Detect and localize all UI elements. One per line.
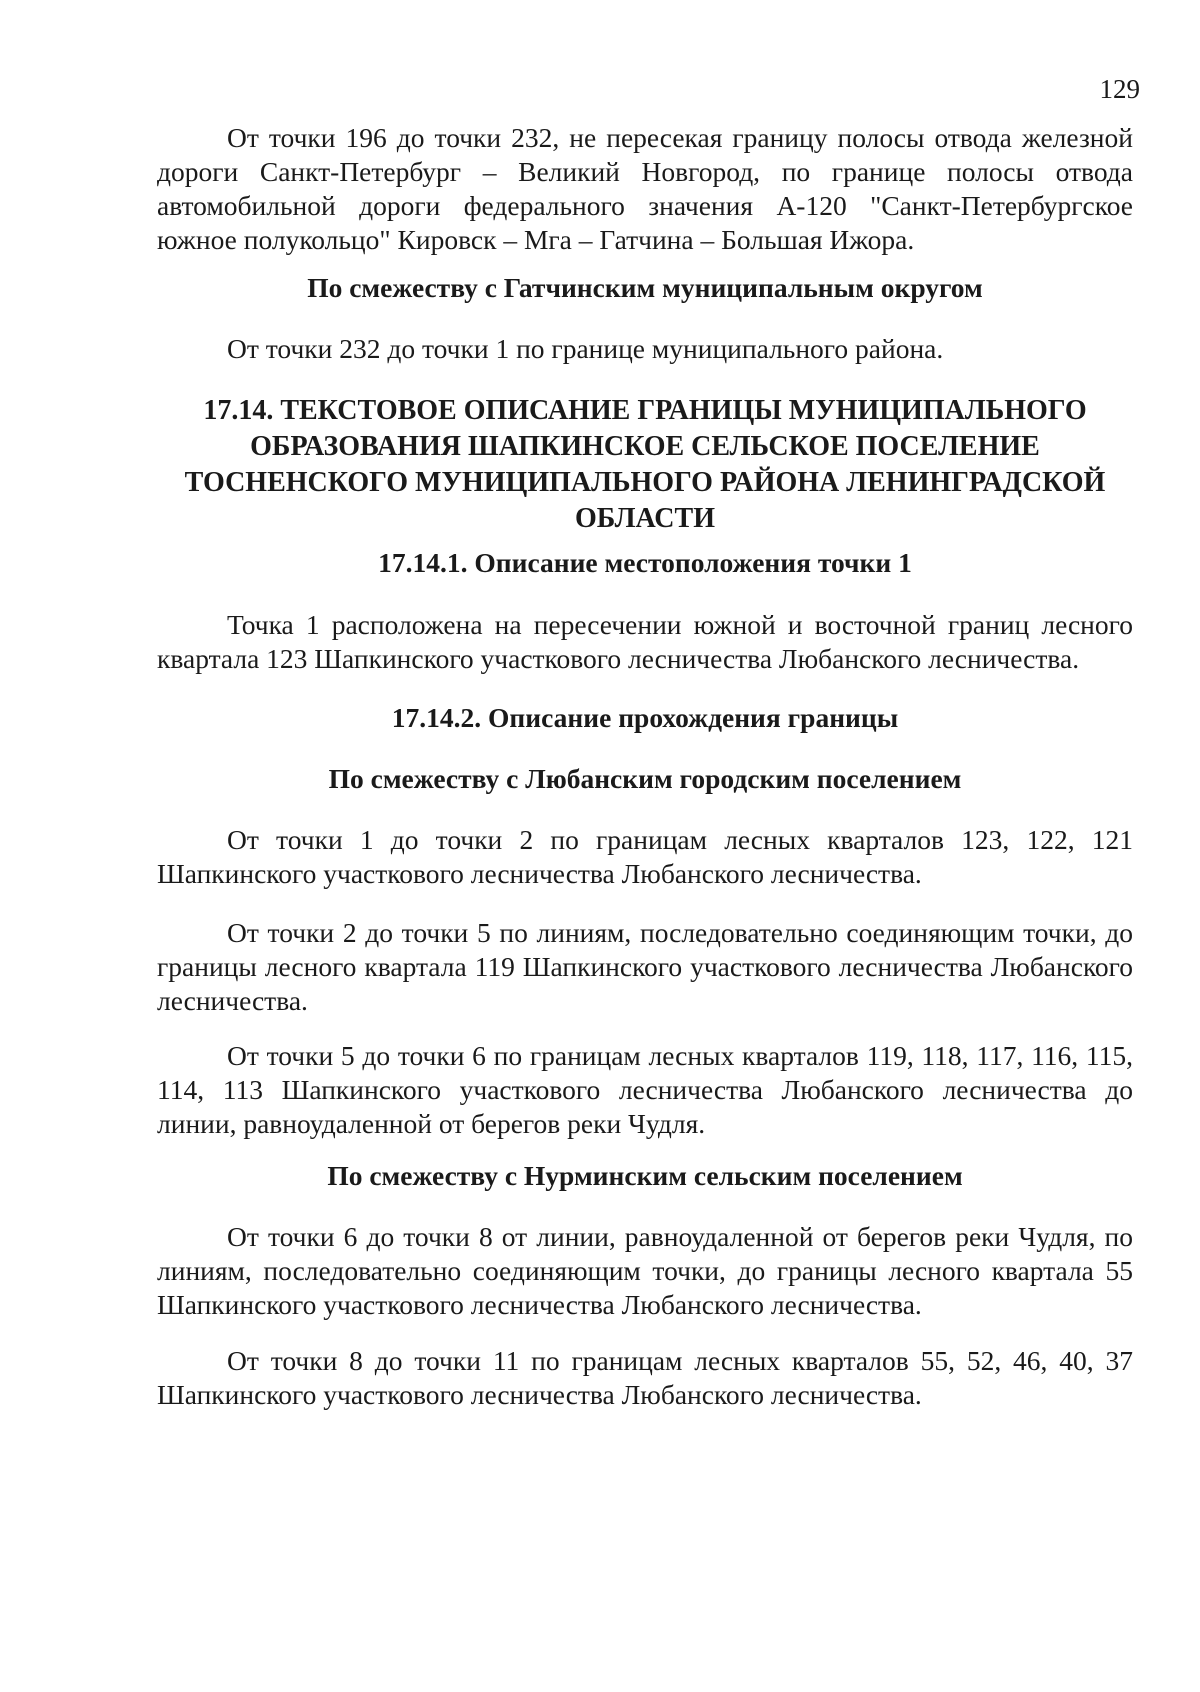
paragraph-point-1: Точка 1 расположена на пересечении южной и восточной границ лесного квартала 123 Шапкинского участкового лесничества Любанского лесничества. (157, 609, 1133, 674)
paragraph-1-2: От точки 1 до точки 2 по границам лесных кварталов 123, 122, 121 Шапкинского участкового лесничества Любанского лесничества. (157, 824, 1133, 889)
paragraph-6-8: От точки 6 до точки 8 от линии, равноудаленной от берегов реки Чудля, по линиям, последовательно соединяющим точки, до границы лесного квартала 55 Шапкинского участкового лесничества Любанского лесничества. (157, 1221, 1133, 1320)
paragraph-2-5: От точки 2 до точки 5 по линиям, последовательно соединяющим точки, до границы лесного квартала 119 Шапкинского участкового лесничества Любанского лесничества. (157, 917, 1133, 1016)
section-title-17-14: 17.14. ТЕКСТОВОЕ ОПИСАНИЕ ГРАНИЦЫ МУНИЦИПАЛЬНОГО ОБРАЗОВАНИЯ ШАПКИНСКОЕ СЕЛЬСКОЕ ПОСЕЛЕНИЕ ТОСНЕНСКОГО МУНИЦИПАЛЬНОГО РАЙОНА ЛЕНИНГРАДСКОЙ ОБЛАСТИ (184, 395, 1106, 534)
heading-gatchina: По смежеству с Гатчинским муниципальным округом (307, 272, 983, 303)
heading-nurma: По смежеству с Нурминским сельским поселением (327, 1160, 963, 1191)
paragraph-232-1: От точки 232 до точки 1 по границе муниципального района. (227, 333, 944, 364)
paragraph-5-6: От точки 5 до точки 6 по границам лесных кварталов 119, 118, 117, 116, 115, 114, 113 Шапкинского участкового лесничества Любанского лесничества до линии, равноудаленной от берегов реки Чудля. (157, 1040, 1133, 1139)
heading-17-14-2: 17.14.2. Описание прохождения границы (391, 702, 899, 733)
heading-luban: По смежеству с Любанским городским поселением (328, 763, 962, 794)
page-number: 129 (1099, 74, 1140, 104)
heading-17-14-1: 17.14.1. Описание местоположения точки 1 (378, 547, 912, 578)
paragraph-8-11: От точки 8 до точки 11 по границам лесных кварталов 55, 52, 46, 40, 37 Шапкинского участкового лесничества Любанского лесничества. (157, 1345, 1133, 1410)
paragraph-196-232: От точки 196 до точки 232, не пересекая границу полосы отвода железной дороги Санкт-Петербург – Великий Новгород, по границе полосы отвода автомобильной дороги федерального значения А-120 "Санкт-Петербургское южное полукольцо" Кировск – Мга – Гатчина – Большая Ижора. (157, 122, 1133, 255)
